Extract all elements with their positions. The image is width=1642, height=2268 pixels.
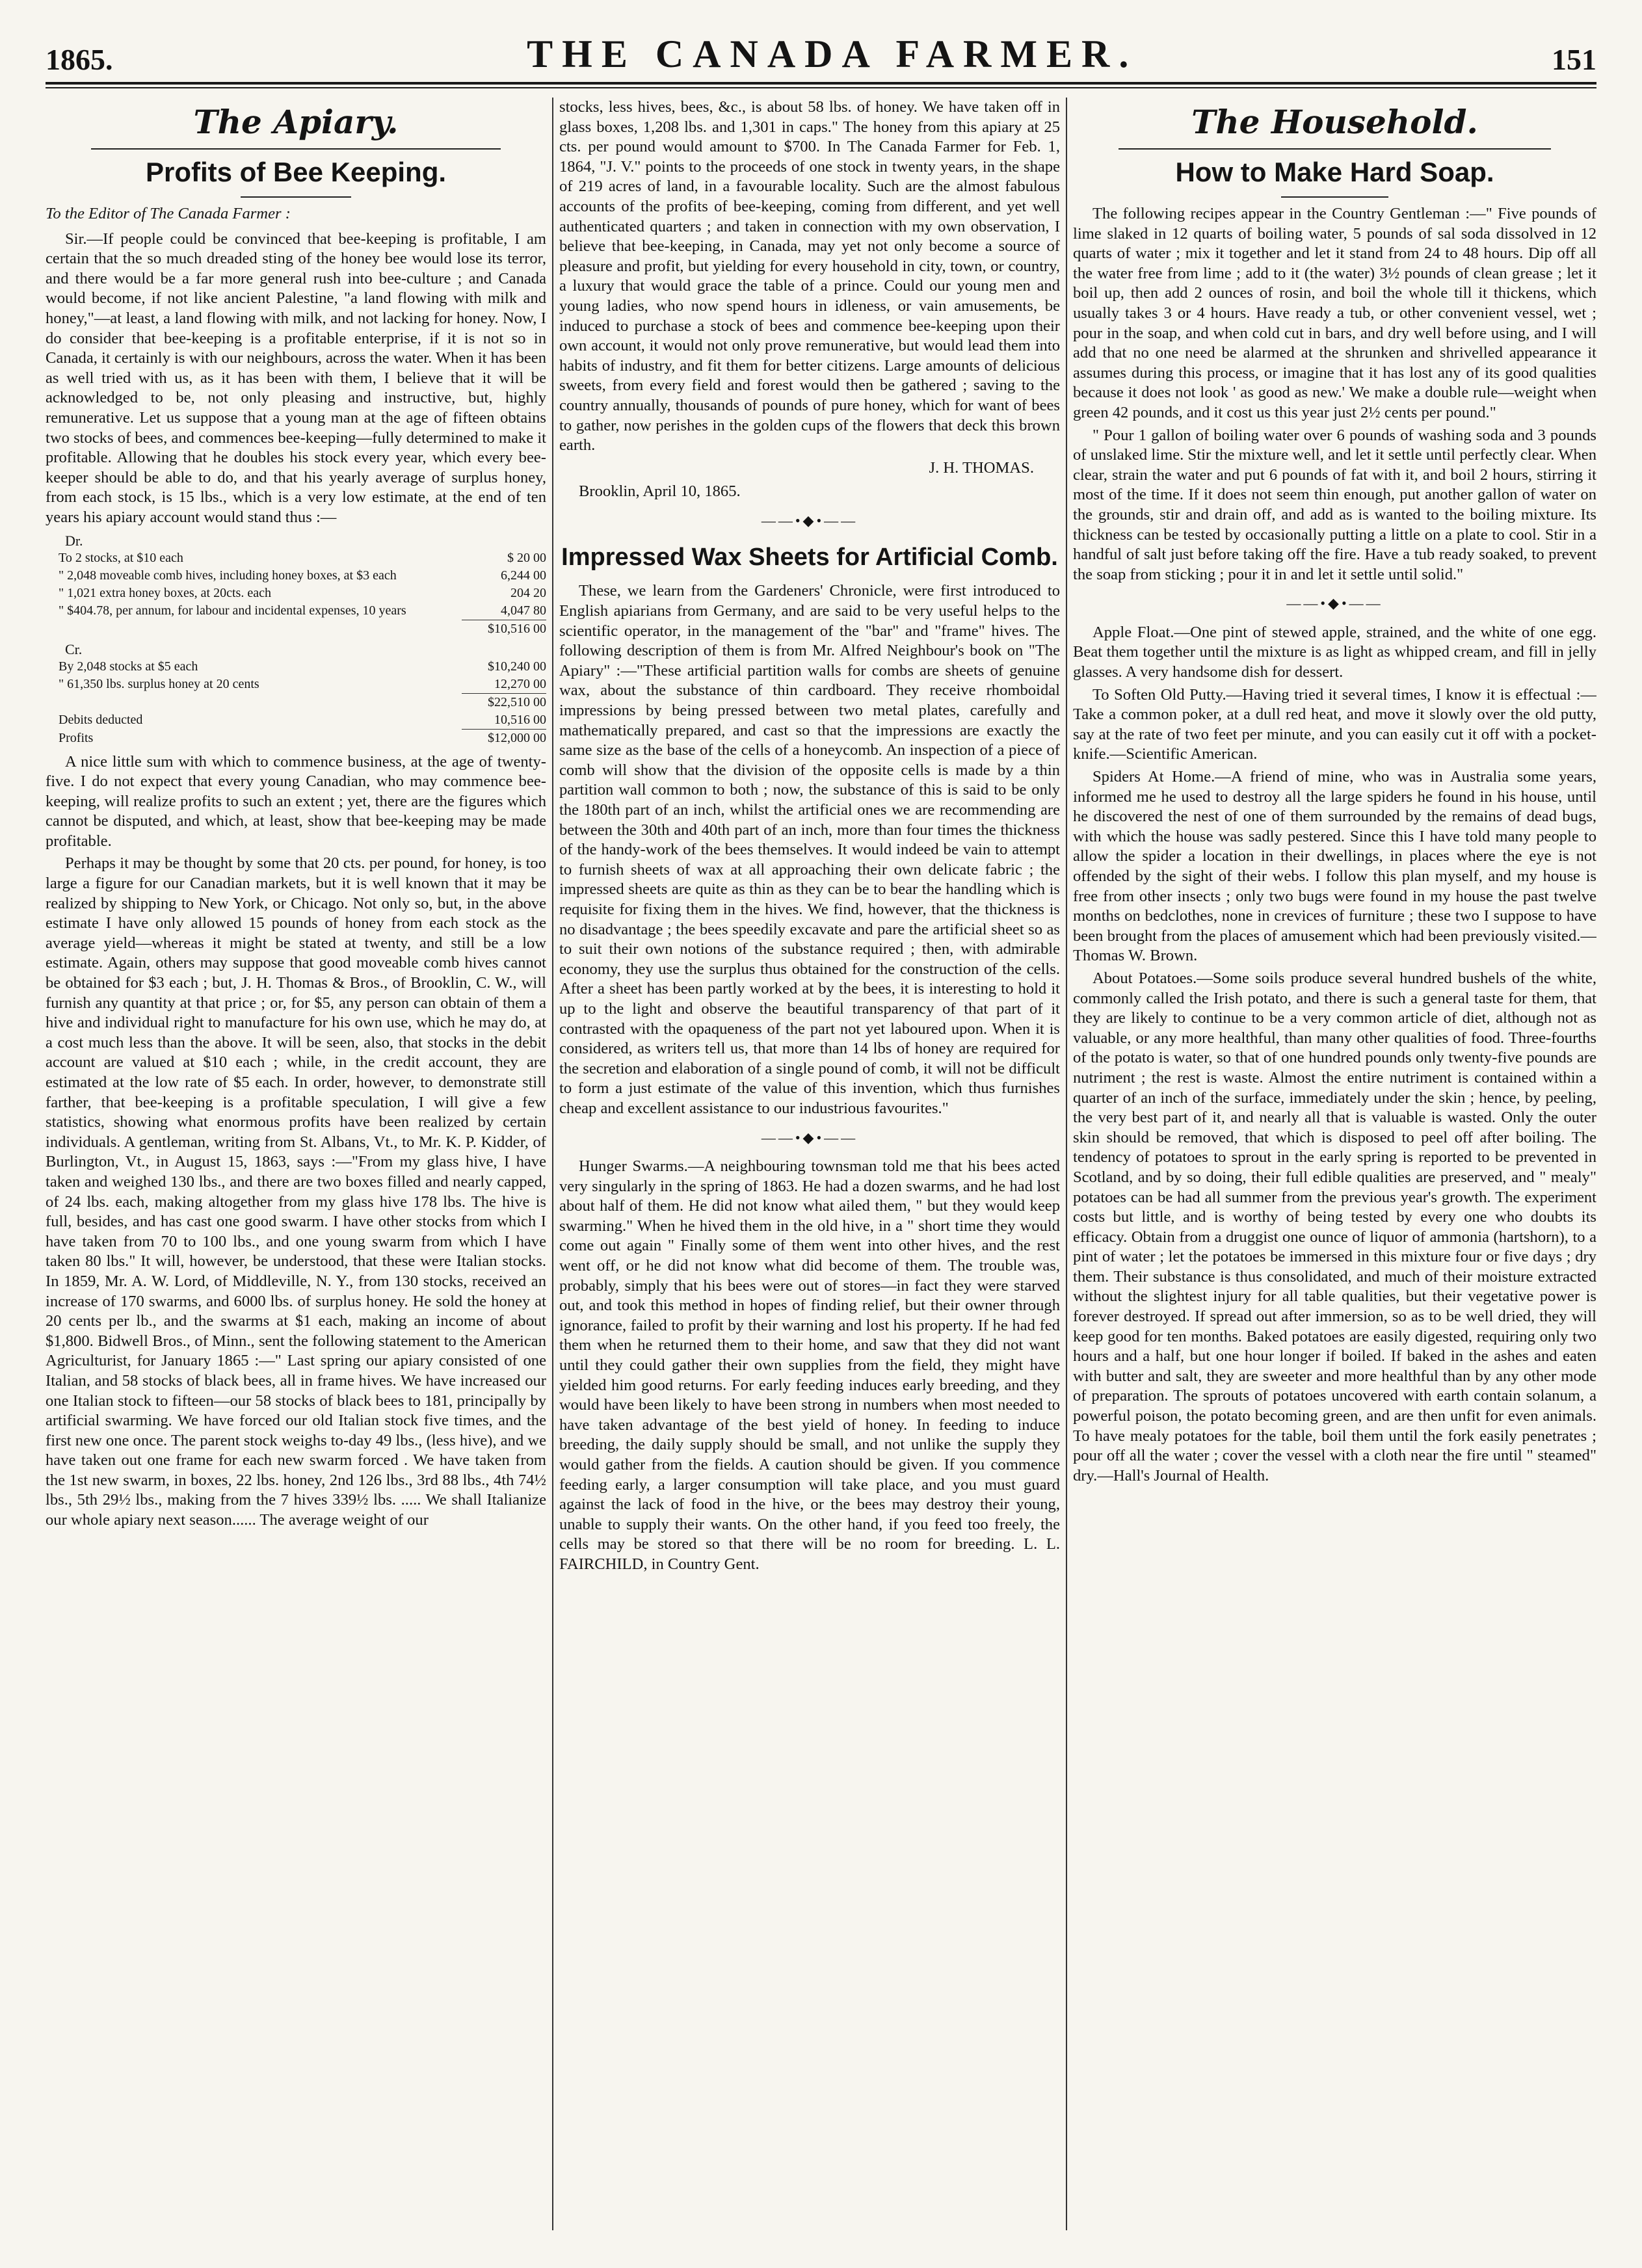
account-row [46, 567, 546, 585]
account-row-desc: By 2,048 stocks at $5 each [59, 659, 198, 674]
account-row-value: $10,240 00 [488, 659, 546, 674]
article-paragraph: About Potatoes.—Some soils produce several hundred bushels of the white, commonly called the Irish potato, and there is such a general taste for them, that they are likely to continue to be a very common article of diet, although not as valuable, or any more healthful, than many other qualities of food. Three-fourths of the potato is water, so that of one hundred pounds only twenty-five pounds are nutriment ; the rest is waste. Almost the entire nutriment is contained within a quarter of an inch of the surface, immediately under the skin ; hence, by peeling, the very best part of it, and nearly all that is valuable is wasted. Only the outer skin should be removed, that which is disposed to peel off after boiling. The tendency of potatoes to sprout in the early spring is reported to be prevented in Scotland, and by so doing, their full edible qualities are preserved, and " mealy" potatoes can be had all summer from the previous year's growth. The experiment costs but little, and is worthy of being tested by every one who doubts its efficacy. Obtain from a druggist one ounce of liquor of ammonia (hartshorn), to a pint of water ; let the potatoes be immersed in this mixture four or five days ; dry them. Their substance is thus consolidated, and much of their moisture extracted without the slightest injury for all table qualities, but their vegetative power is forever destroyed. If spread out after immersion, so as to be well dried, they will keep good for ten months. Baked potatoes are easily digested, requiring only two hours and a half, but one hour longer if boiled. If baked in the ashes and eaten with butter and salt, they are sweeter and more healthful than by any other mode of preparation. The sprouts of potatoes uncovered with earth contain solanum, a powerful poison, the potato becoming green, and are then unfit for even animals. To have mealy potatoes for the table, boil them until the fork easily penetrates ; pour off all the water ; cover the vessel with a cloth near the fire until " steamed" dry.—Hall's Journal of Health. [1073, 969, 1596, 1484]
article-paragraph: Spiders At Home.—A friend of mine, who was in Australia some years, informed me he used to destroy all the large spiders he found in his house, until he discovered the nest of one of them surrounded by the remains of dead bugs, with which the house was sadly pestered. Since this I have told many people to allow the spider a location in their dwellings, in places where the eye is not offended by the sight of their webs. I follow this plan myself, and my house is free from other insects ; only two bugs were found in my house the past twelve months on bedclothes, none in crevices of furniture ; these two I suppose to have been brought from the places of amusement which had been previously visited.—Thomas W. Brown. [1073, 768, 1596, 965]
article-headline: How to Make Hard Soap. [1175, 157, 1494, 187]
account-row [46, 658, 546, 676]
account-profits-value: $12,000 00 [488, 730, 546, 745]
ornament-divider: ——•◆•—— [761, 1129, 858, 1146]
article-paragraph: stocks, less hives, bees, &c., is about 58 lbs. of honey. We have taken off in glass boxes, 1,208 lbs. and 1,301 in caps." The honey from this apiary at 25 cts. per pound would amount to $700. In The Canada Farmer for Feb. 1, 1864, "J. V." points to the proceeds of one stock in twenty years, in the shape of 219 acres of land, in a favourable locality. Such are the almost fabulous accounts of the profits of bee-keeping, coming from different, and yet well authenticated quarters ; and taken in connection with my own observation, I believe that bee-keeping, in Canada, may yet not only become a source of pleasure and profit, but yielding for every household in city, town, or country, a luxury that would grace the table of a prince. Could our young men and young ladies, who now spend hours in idleness, or vain amusements, be induced to purchase a stock of bees and commence bee-keeping upon their own account, it would not only prove remunerative, but would lead them into habits of industry, and fit them for better citizens. Large amounts of delicious sweets, from every field and forest would then be gathered ; saving to the country annually, thousands of pounds of pure honey, which for want of bees to gather, now perishes in the golden cups of the flowers that deck this brown earth. [559, 98, 1060, 455]
section-title-household: The Household. [1191, 103, 1478, 141]
section-title-apiary: The Apiary. [193, 103, 399, 141]
account-row-desc: " 2,048 moveable comb hives, including honey boxes, at $3 each [59, 568, 397, 583]
account-cr-label: Cr. [65, 640, 83, 657]
masthead-rule [46, 82, 1596, 85]
account-dr-total: $10,516 00 [488, 621, 546, 636]
masthead-page-number: 151 [1552, 43, 1596, 76]
section-rule [241, 196, 351, 198]
account-row-value: 6,244 00 [501, 568, 546, 583]
section-rule [1119, 148, 1551, 150]
article-paragraph: A nice little sum with which to commence business, at the age of twenty-five. I do not expect that every young Canadian, who may commence bee-keeping, will realize profits to such an extent ; yet, there are the figures which cannot be disputed, and which, at least, show that bee-keeping may be made profitable. [46, 752, 546, 850]
account-row [46, 549, 546, 567]
masthead [46, 31, 1596, 77]
section-rule [91, 148, 501, 150]
article-headline: Impressed Wax Sheets for Artificial Comb. [561, 544, 1058, 572]
account-row-desc: " 1,021 extra honey boxes, at 20cts. each [59, 585, 271, 600]
article-paragraph: The following recipes appear in the Country Gentleman :—" Five pounds of lime slaked in 12 quarts of boiling water, 5 pounds of sal soda dissolved in 12 quarts of water ; mix it together and let it stand from 24 to 48 hours. Dip off all the water free from lime ; add to it (the water) 3½ pounds of clean grease ; let it boil up, then add 2 ounces of rosin, and boil the whole till it thickens, which usually takes 3 or 4 hours. Have ready a tub, or other convenient vessel, wet ; pour in the soap, and when cold cut in bars, and dry well before using, and I will add that no one need be alarmed at the shrunken and shrivelled appearance it assumes during this process, or imagine that it has lost any of its good qualities because it does not look ' as good as new.' We make a double rule—weight when green 42 pounds, and it cost us this year just 2½ cents per pound." [1073, 205, 1596, 421]
account-cr-total: $22,510 00 [488, 694, 546, 709]
account-row-value: 204 20 [510, 585, 546, 600]
ornament-divider: ——•◆•—— [1286, 595, 1383, 612]
account-debits-value: 10,516 00 [494, 712, 546, 727]
article-headline: Profits of Bee Keeping. [145, 157, 447, 187]
article-paragraph: These, we learn from the Gardeners' Chronicle, were first introduced to English apiarians from Germany, and are said to be very useful helps to the scientific operator, in the management of the "bar" and "frame" hives. The following description of them is from Mr. Alfred Neighbour's book on "The Apiary" :—"These artificial partition walls for combs are sheets of genuine wax, about the substance of thin cardboard. They receive rhomboidal impressions by being pressed between two metal plates, carefully and mathematically prepared, and cast so that the impressions are exactly the same size as the base of the cells of a honeycomb. An inspection of a piece of comb will show that the division of the opposite cells is made by a thin partition wall common to both ; now, the substance of this is said to be only the 180th part of an inch, whilst the artificial ones we are recommending are between the 30th and 40th part of an inch, more than four times the thickness of the handy-work of the bees themselves. It would indeed be vain to attempt to furnish sheets of wax at all approaching their own delicate fabric ; the impressed sheets are quite as thin as they can be to bear the handling which is requisite for fixing them in the hives. We find, however, that the thickness is no disadvantage ; the bees speedily excavate and pare the artificial sheet so as to suit their own notions of the substance required ; then, with admirable economy, they use the surplus thus obtained for the construction of the cells. After a sheet has been partly worked at by the bees, it is interesting to hold it up to the light and observe the beautiful transparency of that part of it contrasted with the opaqueness of the part not yet laboured upon. When it is considered, as writers tell us, that more than 14 lbs of honey are required for the secretion and elaboration of a single pound of comb, it will not be difficult to form a just estimate of the value of this invention, which thus furnishes cheap and excellent assistance to our industrious favourites." [559, 582, 1060, 1117]
ornament-divider: ——•◆•—— [761, 512, 858, 529]
account-row-value: $ 20 00 [507, 550, 546, 565]
masthead-year: 1865. [46, 43, 113, 76]
article-paragraph: Hunger Swarms.—A neighbouring townsman told me that his bees acted very singularly in the spring of 1863. He had a dozen swarms, and he had lost about half of them. He did not know what ailed them, " but they would keep swarming." When he hived them in the old hive, in a " short time they would come out again " Finally some of them went into other hives, and the rest went off, or he did not know what did become of them. The trouble was, probably, simply that his bees were out of stores—in fact they were starved out, and took this method in hopes of finding relief, but their owner through ignorance, failed to profit by their warning and lost his property. If he had fed them when he returned them to their home, and saw that they did not want until they could gather their own supplies from the field, they might have yielded him good returns. For early feeding induces early breeding, and they would have been likely to have been strong in numbers when most needed to have taken advantage of the best yield of honey. In feeding to induce breeding, the daily supply should be small, and not unlike the supply they would gather from the fields. A caution should be given. If you commence feeding early, a larger consumption will take place, and you must guard against the lack of food in the hive, or the bees may destroy their young, unable to supply their wants. On the other hand, if you feed too freely, the cells may be stored so that there will be no room for breeding. L. L. FAIRCHILD, in Country Gent. [559, 1157, 1060, 1573]
account-row [46, 602, 546, 620]
section-rule [1281, 196, 1388, 198]
article-paragraph: Apple Float.—One pint of stewed apple, strained, and the white of one egg. Beat them together until the mixture is as light as whipped cream, and fill in jelly glasses. A very handsome dish for dessert. [1073, 623, 1596, 681]
account-row-value: 4,047 80 [501, 603, 546, 618]
column-divider-right [1066, 98, 1067, 2230]
article-paragraph: Sir.—If people could be convinced that bee-keeping is profitable, I am certain that the so much dreaded sting of the honey bee would lose its terror, and there would be a far more general rush into bee-culture ; and Canada would become, if not like ancient Palestine, "a land flowing with milk and honey,"—at least, a land flowing with milk, and not lacking for honey. Now, I do consider that bee-keeping is a profitable enterprise, if it is not so in Canada, it certainly is with our neighbours, across the water. When it has been as well tried with us, as it has been with them, I believe that it will be acknowledged to be, not only pleasing and instructive, but, highly remunerative. Let us suppose that a young man at the age of fifteen obtains two stocks of bees, and commences bee-keeping—fully determined to make it profitable. Allowing that he doubles his stock every year, which every bee-keeper should be able to do, and that his yearly average of surplus honey, from each stock, is 15 lbs., which is a very low estimate, at the end of ten years his apiary account would stand thus :— [46, 230, 546, 526]
account-row-desc: " 61,350 lbs. surplus honey at 20 cents [59, 676, 259, 691]
account-row-desc: " $404.78, per annum, for labour and incidental expenses, 10 years [59, 603, 406, 618]
author-signature: J. H. THOMAS. [929, 458, 1034, 477]
account-row [46, 620, 546, 638]
account-row-value: 12,270 00 [494, 676, 546, 691]
column-middle [559, 98, 1060, 2237]
account-row [46, 711, 546, 729]
account-dr-label: Dr. [65, 532, 83, 549]
account-row [46, 676, 546, 693]
article-paragraph: " Pour 1 gallon of boiling water over 6 pounds of washing soda and 3 pounds of unslaked lime. Stir the mixture well, and let it settle until perfectly clear. When clear, strain the water and put 6 pounds of fat with it, and boil 2 hours, stirring it most of the time. If it does not seem thin enough, put another gallon of water on the grounds, stir and drain off, and add as is wanted to the boiling mixture. Its thickness can be tested by occasionally putting a little on a plate to cool. Stir in a handful of salt just before taking off the fire. Have a tub ready soaked, to prevent the soap from sticking ; pour it in and let it settle until solid." [1073, 426, 1596, 583]
column-divider-left [552, 98, 553, 2230]
apiary-account-table [46, 532, 546, 747]
account-row [46, 730, 546, 747]
masthead-title: THE CANADA FARMER. [527, 33, 1138, 75]
account-profits-label: Profits [59, 730, 94, 745]
account-row [46, 585, 546, 602]
dateline: Brooklin, April 10, 1865. [579, 482, 741, 501]
account-row-desc: To 2 stocks, at $10 each [59, 550, 183, 565]
article-paragraph: Perhaps it may be thought by some that 20 cts. per pound, for honey, is too large a figure for our Canadian markets, but it is well known that it may be realized by shipping to New York, or Chicago. Not only so, but, in the above estimate I have only allowed 15 pounds of honey from each stock as the average yield—whereas it might be stated at twenty, and still be a low estimate. Again, others may suppose that good moveable comb hives cannot be obtained for $3 each ; but, J. H. Thomas & Bros., of Brooklin, C. W., will furnish any quantity at that price ; or, for $5, any person can obtain of them a hive and individual right to manufacture for his own use, which he may do, at a cost much less than the above. It will be seen, also, that stocks in the debit account are valued at $10 each ; while, in the credit account, they are estimated at the low rate of $5 each. In order, however, to demonstrate still farther, that bee-keeping is a profitable speculation, I will give a few statistics, showing what enormous profits have been realized by certain individuals. A gentleman, writing from St. Albans, Vt., to Mr. K. P. Kidder, of Burlington, Vt., in August 15, 1863, says :—"From my glass hive, I have taken and weighed 130 lbs., and there are two boxes filled and nearly capped, of 24 lbs. each, making altogether from my glass hive 178 lbs. The hive is full, besides, and has cast one good swarm. I have other stocks from which I have taken from 70 to 100 lbs., and one young swarm from which I have taken 80 lbs." It will, however, be understood, that these were Italian stocks. In 1859, Mr. A. W. Lord, of Middleville, N. Y., from 130 stocks, received an increase of 170 swarms, and 6000 lbs. of surplus honey. He sold the honey at 20 cents per lb., and the swarms at $1 each, making an income of about $1,800. Bidwell Bros., of Minn., sent the following statement to the American Agriculturist, for January 1865 :—" Last spring our apiary consisted of one Italian, and 58 stocks of black bees, all in frame hives. We have increased our one Italian stock to fifteen—our 58 stocks of black bees to 181, principally by artificial swarming. We have forced our old Italian stock five times, and the first new one once. The parent stock weighs to-day 49 lbs., (less hive), and we have taken out one frame for each new swarm forced . We have taken from the 1st new swarm, in boxes, 22 lbs. honey, 2nd 126 lbs., 3rd 88 lbs., 4th 74½ lbs., 5th 29½ lbs., making from the 7 hives 339½ lbs. ..... We shall Italianize our whole apiary next season...... The average weight of our [46, 854, 546, 1529]
column-left [46, 98, 546, 2237]
account-row [46, 694, 546, 711]
masthead-rule-thin [46, 87, 1596, 88]
salutation: To the Editor of The Canada Farmer : [46, 205, 291, 222]
account-debits-label: Debits deducted [59, 712, 143, 727]
column-right [1073, 98, 1596, 2237]
article-paragraph: To Soften Old Putty.—Having tried it several times, I know it is effectual :—Take a common poker, at a dull red heat, and move it slowly over the old putty, say at the rate of two feet per minute, and you can easily cut it off with a pocket-knife.—Scientific American. [1073, 685, 1596, 763]
